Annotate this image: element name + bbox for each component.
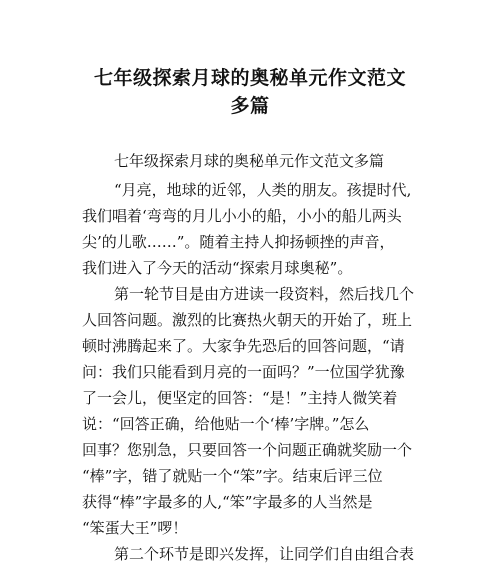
body-line: 人回答问题。激烈的比赛热火朝天的开始了，班上 xyxy=(82,311,413,329)
body-line: 说：“回答正确，给他贴一个‘棒’字牌。”怎么 xyxy=(82,415,370,433)
body-line: “笨蛋大王”啰！ xyxy=(82,519,188,537)
body-line: 回事？您别急，只要回答一个问题正确就奖励一个 xyxy=(82,441,413,459)
body-line: “棒”字，错了就贴一个“笨”字。结束后评三位 xyxy=(82,467,383,485)
document-title-line-2: 多篇 xyxy=(230,95,270,117)
body-line: 第一轮节目是由方进读一段资料，然后找几个 xyxy=(114,285,415,303)
subtitle-line: 七年级探索月球的奥秘单元作文范文多篇 xyxy=(114,152,385,170)
body-line: 获得“棒”字最多的人,“笨”字最多的人当然是 xyxy=(82,493,373,511)
body-line: 尖’的儿歌……”。随着主持人抑扬顿挫的声音， xyxy=(82,233,395,251)
body-line: 顿时沸腾起来了。大家争先恐后的回答问题，“请 xyxy=(82,337,405,355)
body-line: 我们进入了今天的活动“探索月球奥秘”。 xyxy=(82,259,353,277)
body-line: 我们唱着‘弯弯的月儿小小的船，小小的船儿两头 xyxy=(82,207,402,225)
document-title-line-1: 七年级探索月球的奥秘单元作文范文 xyxy=(93,67,406,89)
body-line: 了一会儿，便坚定的回答：“是！”主持人微笑着 xyxy=(82,389,398,407)
body-line: “月亮，地球的近邻，人类的朋友。孩提时代, xyxy=(114,181,412,199)
body-line: 第二个环节是即兴发挥，让同学们自由组合表 xyxy=(114,545,415,563)
body-line: 问：我们只能看到月亮的一面吗？”一位国学犹豫 xyxy=(82,363,405,381)
